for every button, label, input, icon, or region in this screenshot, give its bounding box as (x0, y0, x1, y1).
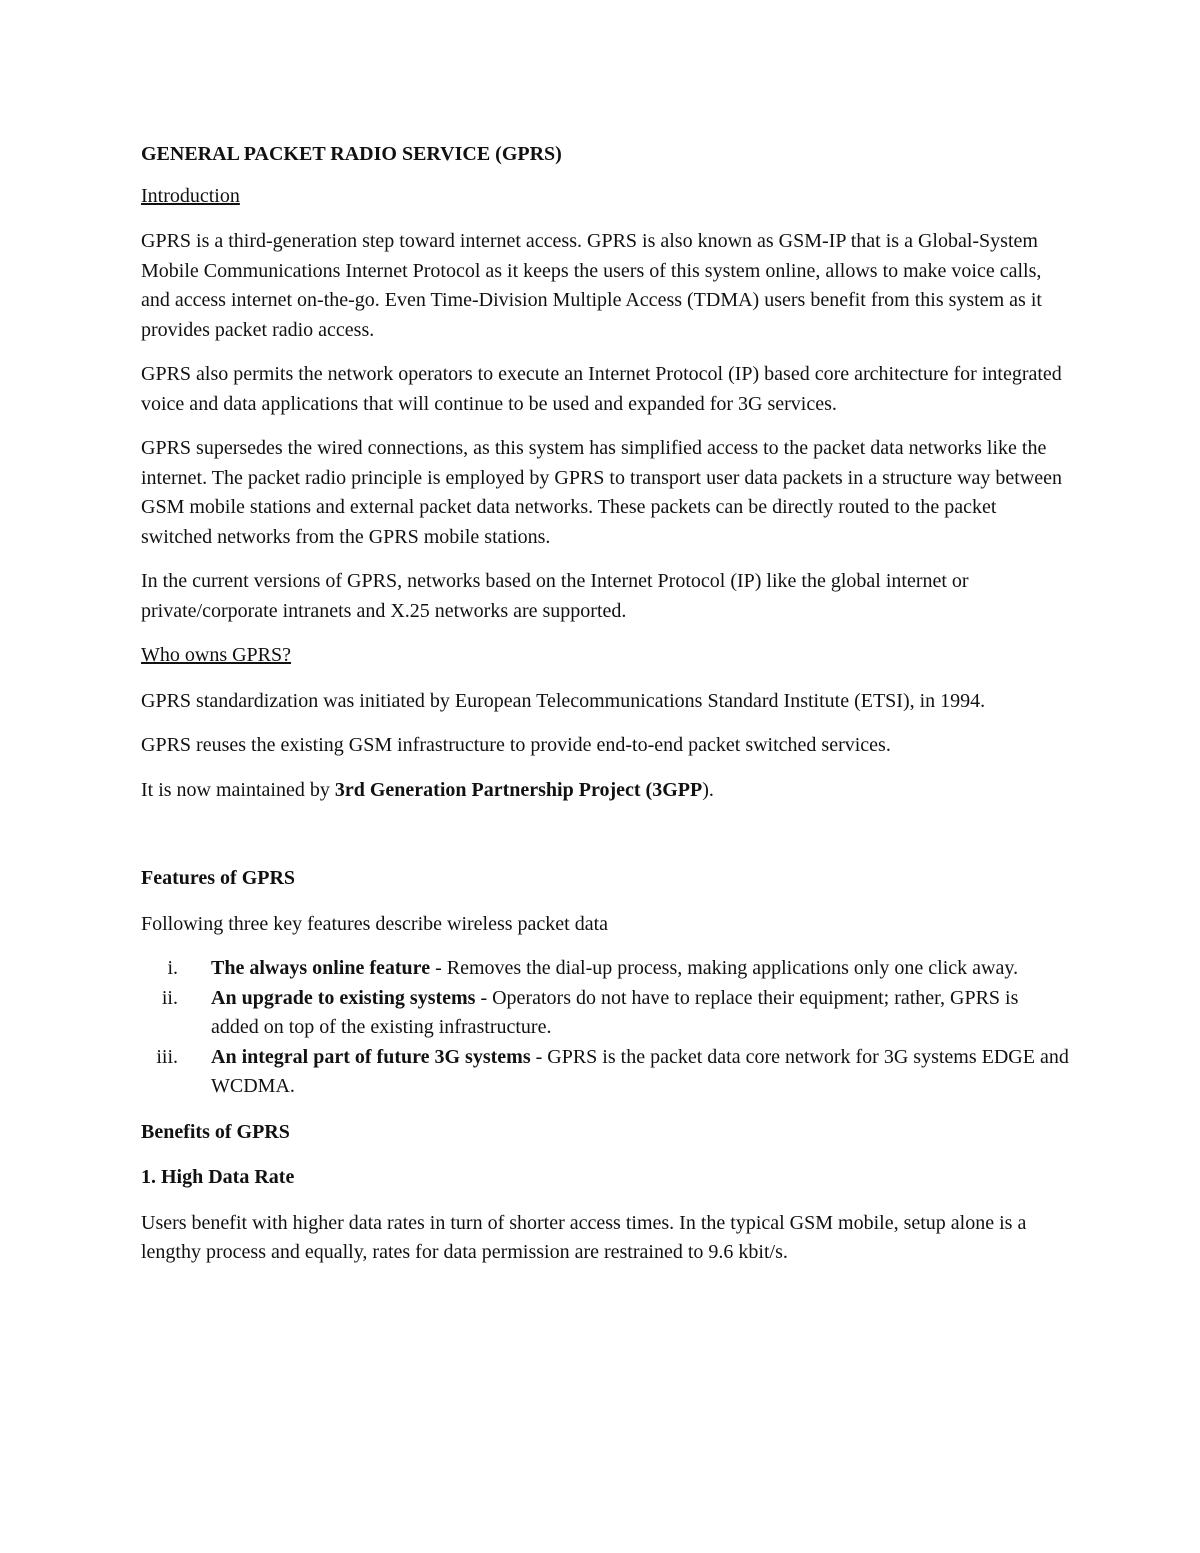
maintained-suffix: ). (702, 778, 714, 801)
who-owns-heading: Who owns GPRS? (141, 644, 292, 666)
feature-title: An upgrade to existing systems (211, 986, 476, 1009)
features-heading: Features of GPRS (141, 867, 296, 889)
introduction-heading: Introduction (141, 184, 240, 207)
maintained-by-paragraph (141, 776, 1071, 806)
section-spacer (141, 820, 1071, 864)
feature-title: The always online feature (211, 957, 431, 979)
intro-paragraph-2: GPRS also permits the network operators to execute an Internet Protocol (IP) based core architecture for integrated voice and data applications that will continue to be used and expanded for 3G services. (141, 363, 1062, 415)
feature-description: - GPRS is the packet data core network for 3G systems EDGE and WCDMA. (211, 1045, 1069, 1097)
benefit-subheading: 1. High Data Rate (141, 1166, 295, 1188)
feature-number: i. (167, 957, 178, 979)
feature-description: - Removes the dial-up process, making applications only one click away. (430, 957, 1019, 979)
intro-paragraph-3: GPRS supersedes the wired connections, as this system has simplified access to the packet data networks like the internet. The packet radio principle is employed by GPRS to transport user data packets in a structure way between GSM mobile stations and external packet data networks. These packets can be directly routed to the packet switched networks from the GPRS mobile stations. (141, 437, 1063, 548)
maintained-org: 3rd Generation Partnership Project (3GPP (334, 778, 703, 801)
intro-paragraph-4: In the current versions of GPRS, networks based on the Internet Protocol (IP) like the global internet or private/corporate intranets and X.25 networks are supported. (141, 570, 969, 622)
intro-paragraph-1: GPRS is a third-generation step toward internet access. GPRS is also known as GSM-IP that is a Global-System Mobile Communications Internet Protocol as it keeps the users of this system online, allows to make voice calls, and access internet on-the-go. Even Time-Division Multiple Access (TDMA) users benefit from this system as it provides packet radio access. (141, 230, 1042, 341)
feature-item (141, 954, 1071, 984)
maintained-prefix: It is now maintained by (141, 778, 335, 801)
feature-title: An integral part of future 3G systems (211, 1045, 531, 1068)
benefit-paragraph: Users benefit with higher data rates in turn of shorter access times. In the typical GSM mobile, setup alone is a lengthy process and equally, rates for data permission are restrained to 9.6 kbit/s. (141, 1211, 1027, 1263)
owners-paragraph-1: GPRS standardization was initiated by European Telecommunications Standard Institute (ETSI), in 1994. (141, 689, 986, 712)
feature-number: ii. (161, 986, 178, 1009)
benefits-heading: Benefits of GPRS (141, 1120, 290, 1143)
features-intro: Following three key features describe wireless packet data (141, 912, 609, 935)
document-page (141, 140, 1071, 1283)
feature-number: iii. (156, 1045, 178, 1068)
feature-item (141, 984, 1071, 1043)
feature-description: - Operators do not have to replace their equipment; rather, GPRS is added on top of the existing infrastructure. (211, 986, 1019, 1038)
feature-item (141, 1043, 1071, 1102)
features-list (141, 954, 1071, 1102)
owners-paragraph-2: GPRS reuses the existing GSM infrastructure to provide end-to-end packet switched services. (141, 734, 891, 756)
document-title: GENERAL PACKET RADIO SERVICE (GPRS) (141, 143, 562, 165)
